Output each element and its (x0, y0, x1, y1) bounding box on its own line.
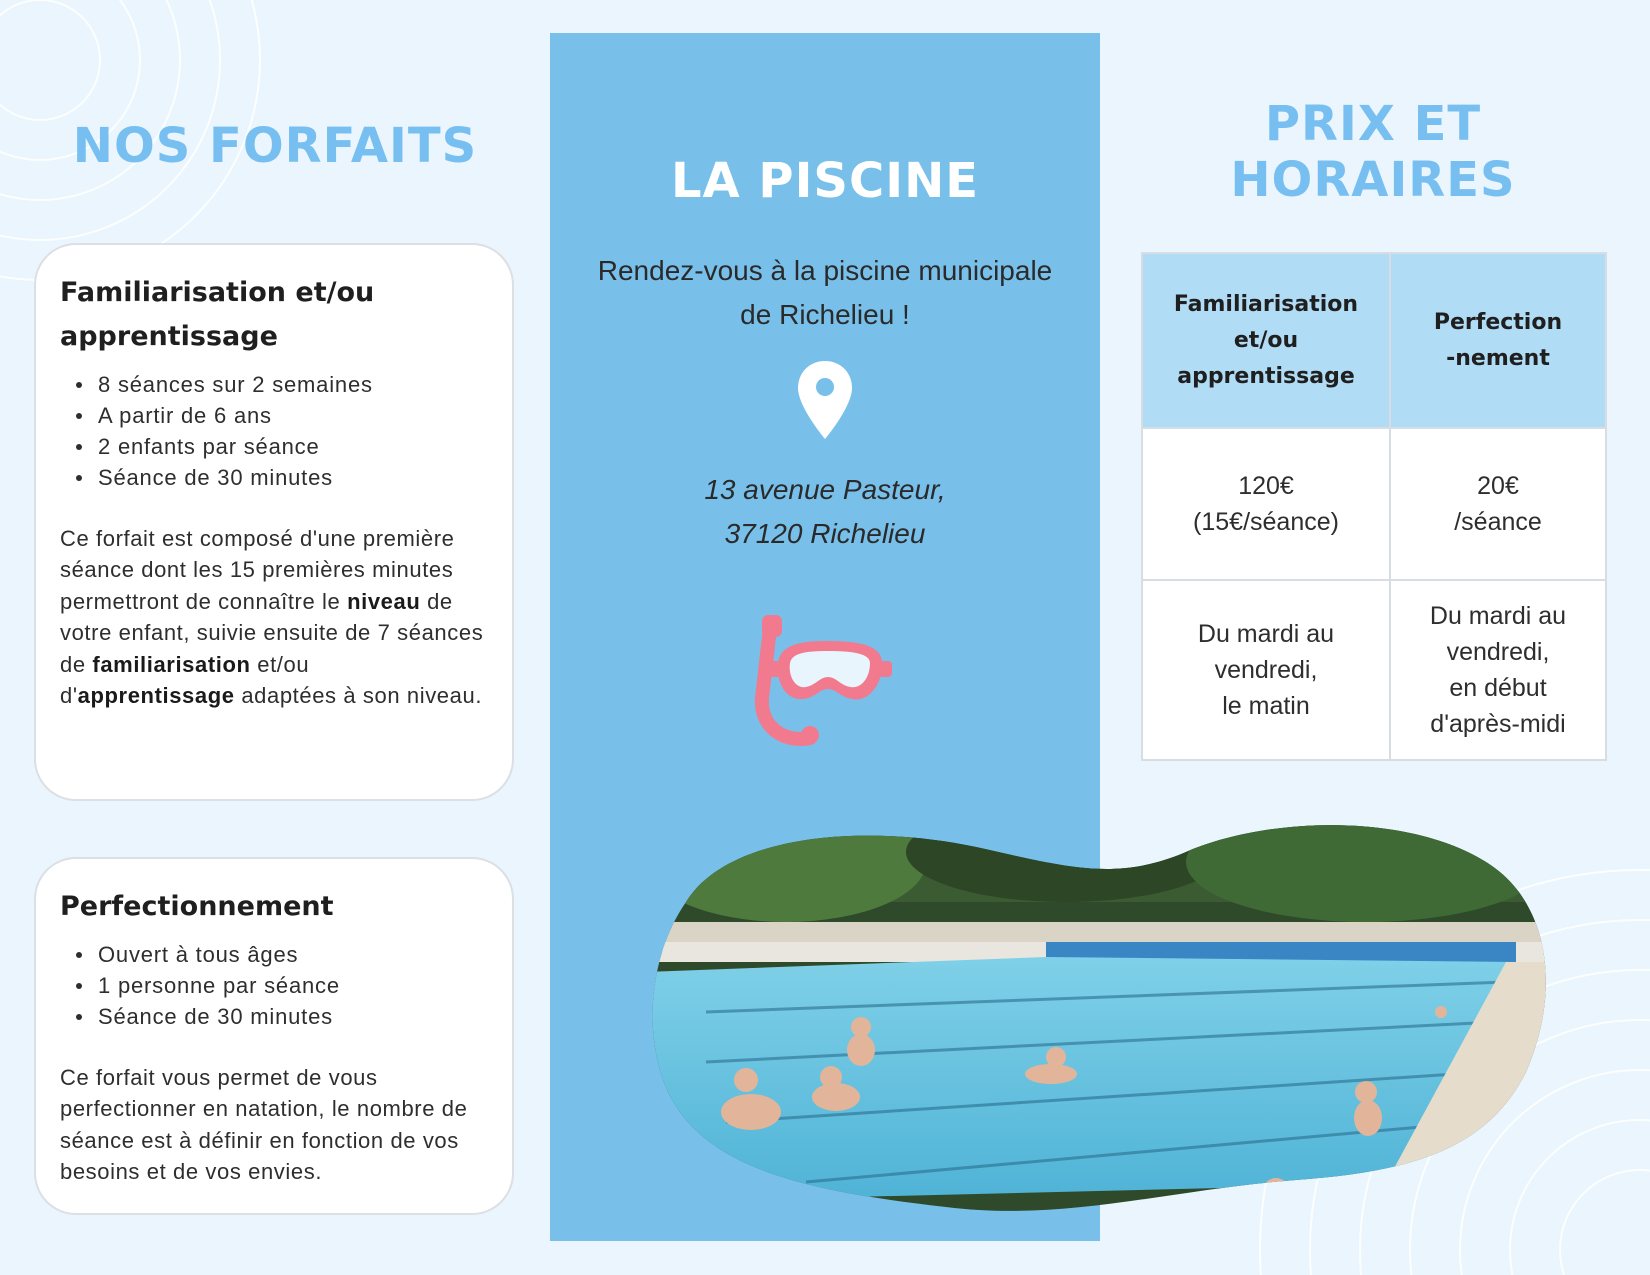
snorkel-mask-icon (740, 603, 910, 753)
cell-line: d'après-midi (1430, 710, 1566, 738)
price-cell (1142, 428, 1390, 580)
cell-line: en début (1449, 674, 1547, 702)
forfait-card-perfectionnement (34, 857, 514, 1215)
list-item: Séance de 30 minutes (60, 1001, 488, 1032)
location-pin-icon (796, 359, 854, 441)
bullet-list (60, 939, 488, 1032)
piscine-address (580, 468, 1070, 556)
address-line: 37120 Richelieu (724, 518, 926, 549)
list-item: A partir de 6 ans (60, 400, 488, 431)
forfait-card-familiarisation (34, 243, 514, 801)
hours-cell (1142, 580, 1390, 760)
address-line: 13 avenue Pasteur, (704, 474, 946, 505)
cell-line: 20€ (1477, 472, 1519, 500)
header-cell-perfectionnement (1390, 253, 1606, 428)
prices-table (1141, 252, 1607, 761)
title-line: PRIX ET (1264, 96, 1482, 152)
forfaits-title: NOS FORFAITS (72, 118, 478, 174)
cell-line: apprentissage (1177, 363, 1355, 389)
table-row-price (1142, 428, 1606, 580)
bullet-list (60, 369, 488, 493)
card-description: Ce forfait vous permet de vous perfectionner en natation, le nombre de séance est à définir en fonction de vos besoins et de vos envies. (60, 1065, 468, 1185)
list-item: Ouvert à tous âges (60, 939, 488, 970)
desc-text: et/ou d' (60, 651, 310, 709)
cell-line: Familiarisation (1173, 291, 1359, 317)
piscine-intro: Rendez-vous à la piscine municipale de Richelieu ! (597, 255, 1053, 330)
list-item: 2 enfants par séance (60, 431, 488, 462)
desc-text: Ce forfait est composé d'une première séance dont les 15 premières minutes permettront de connaître le (60, 526, 455, 614)
desc-text: adaptées à son niveau. (234, 683, 483, 709)
cell-line: le matin (1222, 692, 1310, 720)
cell-line: vendredi, (1446, 638, 1550, 666)
cell-line: /séance (1454, 508, 1542, 536)
cell-line: (15€/séance) (1193, 508, 1339, 536)
header-cell-familiarisation (1142, 253, 1390, 428)
list-item: 8 séances sur 2 semaines (60, 369, 488, 400)
pool-photo (646, 822, 1552, 1220)
cell-line: -nement (1446, 345, 1550, 371)
cell-line: et/ou (1233, 327, 1299, 353)
card-title: Perfectionnement (60, 891, 334, 922)
prix-horaires-title (1140, 96, 1606, 208)
piscine-title: LA PISCINE (670, 153, 980, 209)
hours-cell (1390, 580, 1606, 760)
desc-text: de votre enfant, suivie ensuite de 7 séances de (60, 588, 484, 677)
card-title: Familiarisation et/ou apprentissage (60, 277, 375, 352)
card-description (60, 523, 488, 711)
price-cell (1390, 428, 1606, 580)
cell-line: Perfection (1433, 309, 1563, 335)
desc-bold: familiarisation (92, 651, 251, 677)
table-header-row (1142, 253, 1606, 428)
cell-line: Du mardi au (1429, 602, 1567, 630)
cell-line: Du mardi au (1197, 620, 1335, 648)
desc-bold: niveau (347, 588, 421, 614)
cell-line: vendredi, (1214, 656, 1318, 684)
desc-bold: apprentissage (77, 683, 235, 709)
table-row-hours (1142, 580, 1606, 760)
list-item: 1 personne par séance (60, 970, 488, 1001)
cell-line: 120€ (1238, 472, 1294, 500)
list-item: Séance de 30 minutes (60, 462, 488, 493)
title-line: HORAIRES (1230, 152, 1516, 208)
